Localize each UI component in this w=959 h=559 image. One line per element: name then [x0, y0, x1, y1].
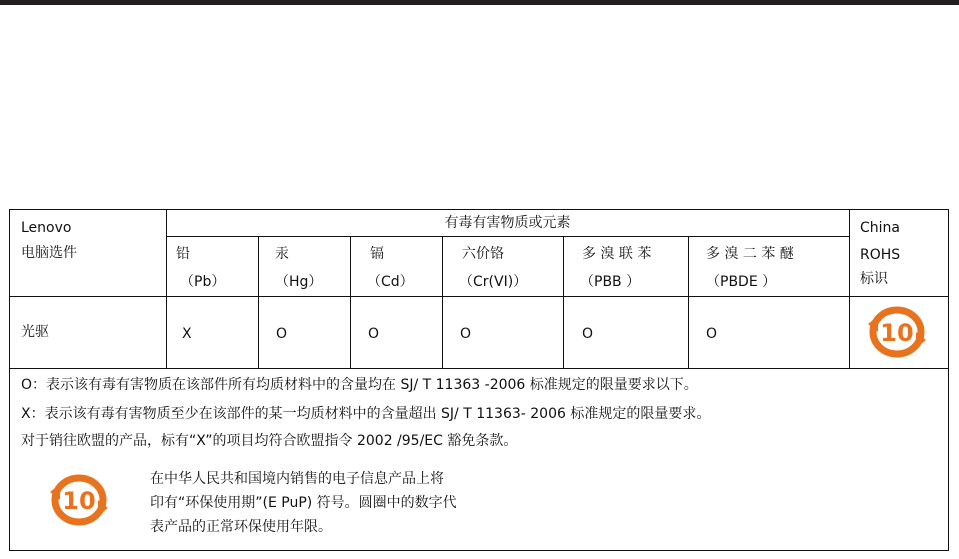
china-rohs-line1: China	[860, 220, 900, 236]
substance-symbol-cr: （Cr(VI)）	[459, 274, 528, 290]
note-o: O：表示该有毒有害物质在该部件所有均质材料中的含量均在 SJ/ T 11363 -2006 标准规定的限量要求以下。	[21, 377, 698, 393]
value-pbb: O	[582, 326, 594, 342]
svg-text:10: 10	[62, 487, 96, 515]
substance-name-pbb: 多 溴 联 苯	[582, 246, 652, 262]
note-eu: 对于销往欧盟的产品，标有“X”的项目均符合欧盟指令 2002 /95/EC 豁免条款。	[21, 433, 518, 449]
part-name: 光驱	[21, 324, 49, 340]
epup-text-line1: 在中华人民共和国境内销售的电子信息产品上将	[150, 471, 444, 487]
epup-text-line2: 印有“环保使用期”(E PuP) 符号。圆圈中的数字代	[150, 495, 457, 511]
note-x: X：表示该有毒有害物质至少在该部件的某一均质材料中的含量超出 SJ/ T 11363- 2006 标准规定的限量要求。	[21, 406, 711, 422]
value-pb: X	[182, 326, 192, 342]
svg-text:10: 10	[880, 319, 914, 347]
substance-name-pb: 铅	[176, 246, 190, 262]
top-rule	[0, 0, 959, 5]
substance-symbol-cd: （Cd）	[367, 274, 414, 290]
value-hg: O	[276, 326, 288, 342]
epup-text-line3: 表产品的正常环保使用年限。	[150, 519, 332, 535]
value-cd: O	[368, 326, 380, 342]
substance-symbol-pb: （Pb）	[180, 274, 226, 290]
substance-name-hg: 汞	[275, 246, 289, 262]
china-rohs-line2: ROHS	[860, 247, 901, 263]
value-pbde: O	[706, 326, 718, 342]
china-rohs-line3: 标识	[860, 271, 888, 287]
substance-symbol-pbb: （PBB ）	[580, 274, 641, 290]
substance-name-cr: 六价铬	[462, 246, 504, 262]
lenovo-label: Lenovo	[21, 220, 72, 236]
epup-10-logo-icon	[862, 302, 932, 362]
substances-title: 有毒有害物质或元素	[444, 215, 571, 231]
substance-symbol-pbde: （PBDE ）	[706, 274, 777, 290]
substance-symbol-hg: （Hg）	[275, 274, 323, 290]
component-label: 电脑选件	[21, 245, 77, 261]
substance-name-cd: 镉	[370, 246, 384, 262]
substance-name-pbde: 多 溴 二 苯 醚	[706, 246, 794, 262]
value-cr: O	[460, 326, 472, 342]
epup-10-explanation-icon	[44, 470, 114, 530]
